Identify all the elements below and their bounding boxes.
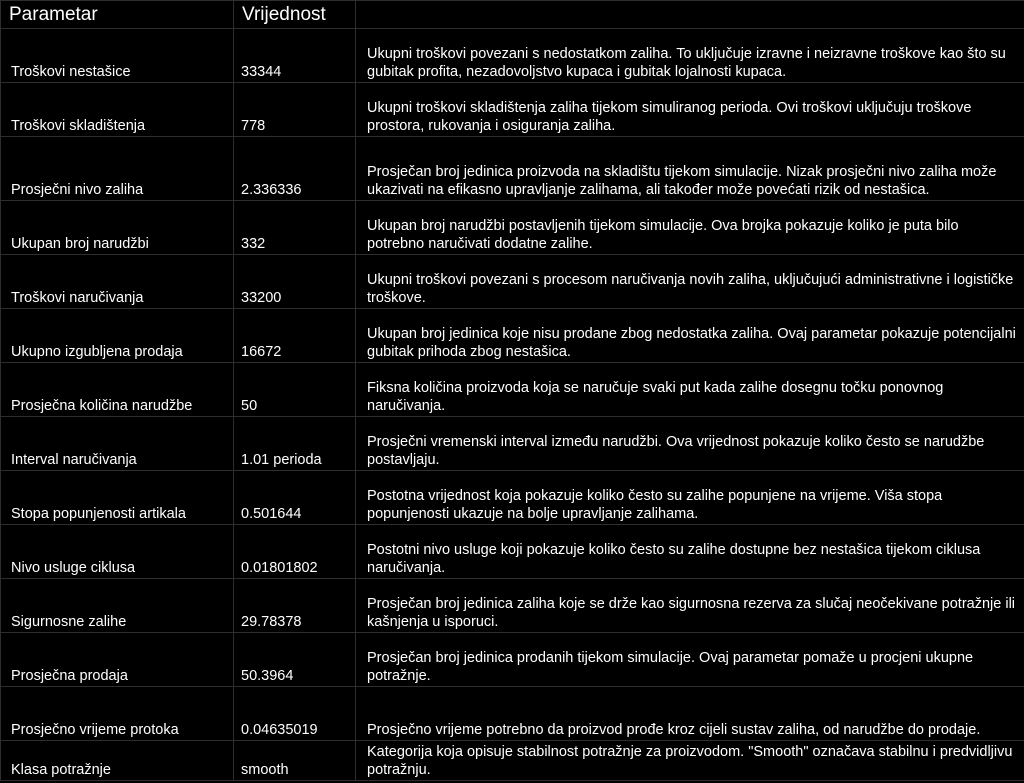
parameter-value: 29.78378 (234, 579, 356, 633)
parameter-value: smooth (234, 741, 356, 781)
parameter-name: Sigurnosne zalihe (1, 579, 234, 633)
parameter-name: Troškovi nestašice (1, 29, 234, 83)
parameter-value: 50.3964 (234, 633, 356, 687)
table-row (1, 363, 1024, 417)
parameter-name: Troškovi naručivanja (1, 255, 234, 309)
column-header-parametar: Parametar (1, 1, 234, 29)
parameter-description: Prosječno vrijeme potrebno da proizvod prođe kroz cijeli sustav zaliha, od narudžbe do prodaje. (356, 687, 1024, 741)
parameter-value: 33200 (234, 255, 356, 309)
parameter-description: Ukupni troškovi povezani s nedostatkom zaliha. To uključuje izravne i neizravne troškove kao što su gubitak profita, nezadovoljstvo kupaca i gubitak lojalnosti kupaca. (356, 29, 1024, 83)
parameter-name: Klasa potražnje (1, 741, 234, 781)
table-row (1, 741, 1024, 781)
parameter-description: Fiksna količina proizvoda koja se naručuje svaki put kada zalihe dosegnu točku ponovnog naručivanja. (356, 363, 1024, 417)
parameter-description: Ukupan broj narudžbi postavljenih tijekom simulacije. Ova brojka pokazuje koliko je puta bilo potrebno naručivati dodatne zalihe. (356, 201, 1024, 255)
parameter-value: 33344 (234, 29, 356, 83)
parameter-description: Ukupni troškovi povezani s procesom naručivanja novih zaliha, uključujući administrativne i logističke troškove. (356, 255, 1024, 309)
parameter-description: Ukupni troškovi skladištenja zaliha tijekom simuliranog perioda. Ovi troškovi uključuju troškove prostora, rukovanja i osiguranja zaliha. (356, 83, 1024, 137)
parameter-name: Ukupno izgubljena prodaja (1, 309, 234, 363)
parameter-name: Stopa popunjenosti artikala (1, 471, 234, 525)
parameter-value: 0.04635019 (234, 687, 356, 741)
parameter-description: Prosječan broj jedinica proizvoda na skladištu tijekom simulacije. Nizak prosječni nivo zaliha može ukazivati na efikasno upravljanje zalihama, ali također može povećati rizik od nestašica. (356, 137, 1024, 201)
column-header-description (356, 1, 1024, 29)
table-row (1, 579, 1024, 633)
table-header-row (1, 1, 1024, 29)
table-row (1, 29, 1024, 83)
parameter-name: Prosječni nivo zaliha (1, 137, 234, 201)
parameter-value: 0.501644 (234, 471, 356, 525)
parameter-name: Interval naručivanja (1, 417, 234, 471)
parameter-value: 16672 (234, 309, 356, 363)
table-row (1, 201, 1024, 255)
parameter-description: Ukupan broj jedinica koje nisu prodane zbog nedostatka zaliha. Ovaj parametar pokazuje potencijalni gubitak prihoda zbog nestašica. (356, 309, 1024, 363)
table-row (1, 137, 1024, 201)
table-row (1, 309, 1024, 363)
parameter-name: Prosječno vrijeme protoka (1, 687, 234, 741)
parameter-description: Prosječan broj jedinica zaliha koje se drže kao sigurnosna rezerva za slučaj neočekivane potražnje ili kašnjenja u isporuci. (356, 579, 1024, 633)
parameter-name: Troškovi skladištenja (1, 83, 234, 137)
parameter-value: 332 (234, 201, 356, 255)
table-row (1, 687, 1024, 741)
table-row (1, 633, 1024, 687)
parameter-value: 50 (234, 363, 356, 417)
parameter-description: Kategorija koja opisuje stabilnost potražnje za proizvodom. "Smooth" označava stabilnu i predvidljivu potražnju. (356, 741, 1024, 781)
parameter-value: 1.01 perioda (234, 417, 356, 471)
table-row (1, 255, 1024, 309)
table-row (1, 83, 1024, 137)
table-row (1, 417, 1024, 471)
parameter-description: Prosječni vremenski interval između narudžbi. Ova vrijednost pokazuje koliko često se narudžbe postavljaju. (356, 417, 1024, 471)
parameter-name: Prosječna količina narudžbe (1, 363, 234, 417)
table-row (1, 525, 1024, 579)
parameter-value: 0.01801802 (234, 525, 356, 579)
parameter-name: Prosječna prodaja (1, 633, 234, 687)
table-row (1, 471, 1024, 525)
column-header-vrijednost: Vrijednost (234, 1, 356, 29)
parameter-name: Nivo usluge ciklusa (1, 525, 234, 579)
parameter-value: 2.336336 (234, 137, 356, 201)
parameter-name: Ukupan broj narudžbi (1, 201, 234, 255)
parameter-description: Prosječan broj jedinica prodanih tijekom simulacije. Ovaj parametar pomaže u procjeni ukupne potražnje. (356, 633, 1024, 687)
parameter-description: Postotni nivo usluge koji pokazuje koliko često su zalihe dostupne bez nestašica tijekom ciklusa naručivanja. (356, 525, 1024, 579)
parameter-description: Postotna vrijednost koja pokazuje koliko često su zalihe popunjene na vrijeme. Viša stopa popunjenosti ukazuje na bolje upravljanje zalihama. (356, 471, 1024, 525)
parameter-value: 778 (234, 83, 356, 137)
